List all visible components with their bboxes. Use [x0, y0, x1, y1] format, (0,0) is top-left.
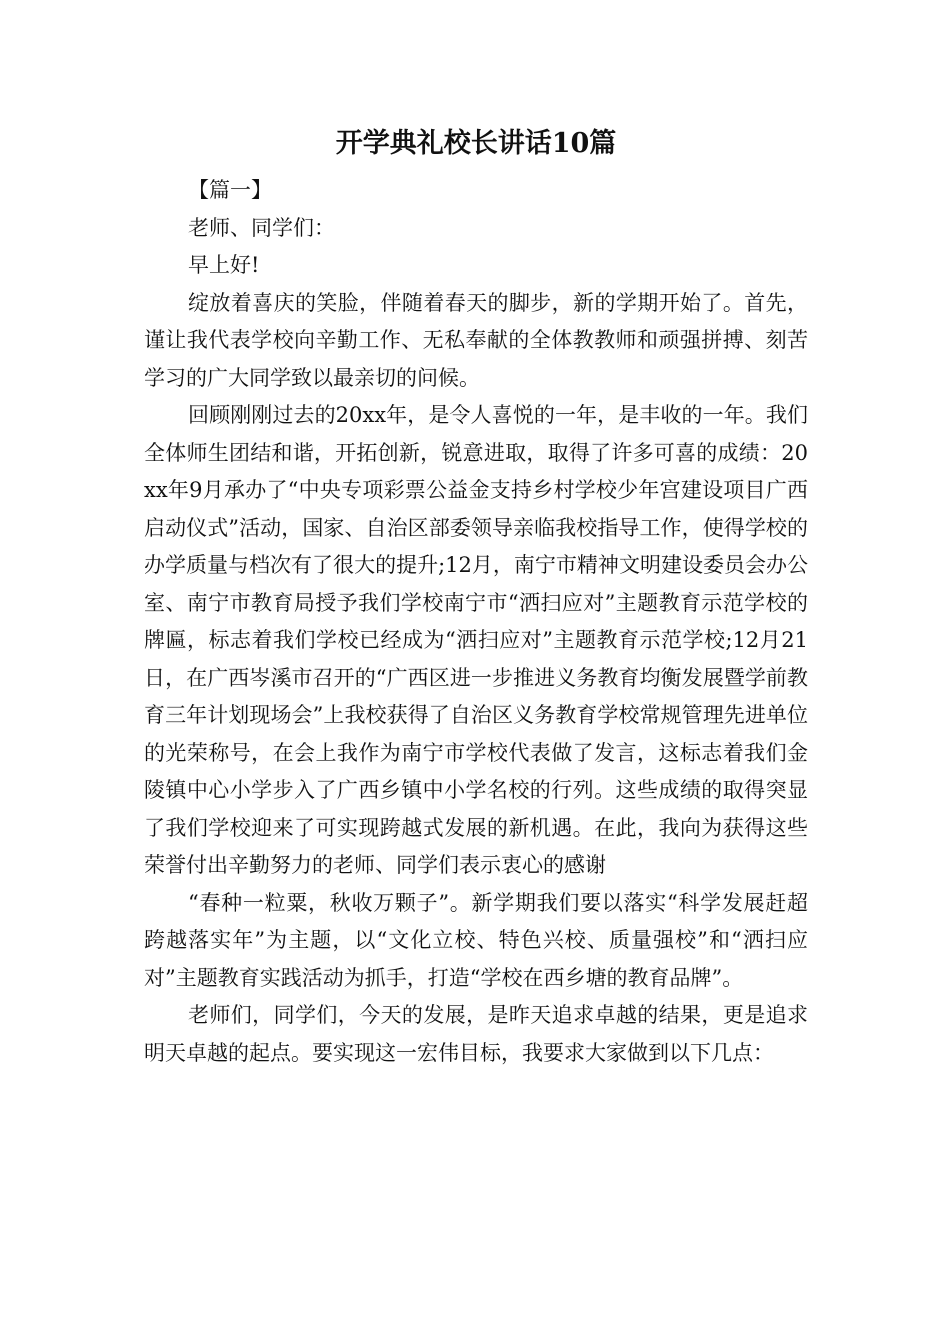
morning-greeting: 早上好!: [188, 253, 260, 277]
paragraph-new-term: “春种一粒粟，秋收万颗子”。新学期我们要以落实“科学发展赶超跨越落实年”为主题，以“文化立校、特色兴校、质量强校”和“洒扫应对”主题教育实践活动为抓手，打造“学校在西乡塘的教育品牌”。: [144, 890, 808, 990]
greeting-line: 老师、同学们：: [188, 215, 335, 240]
document-title: 开学典礼校长讲话10篇: [335, 128, 617, 159]
paragraph-opening: 绽放着喜庆的笑脸，伴随着春天的脚步，新的学期开始了。首先，谨让我代表学校向辛勤工作、无私奉献的全体教教师和顽强拼搏、刻苦学习的广大同学致以最亲切的问候。: [144, 290, 808, 390]
paragraph-review: 回顾刚刚过去的20xx年，是令人喜悦的一年，是丰收的一年。我们全体师生团结和谐，开拓创新，锐意进取，取得了许多可喜的成绩：20xx年9月承办了“中央专项彩票公益金支持乡村学校少年宫建设项目广西启动仪式”活动，国家、自治区部委领导亲临我校指导工作，使得学校的办学质量与档次有了很大的提升;12月，南宁市精神文明建设委员会办公室、南宁市教育局授予我们学校南宁市“洒扫应对”主题教育示范学校的牌匾，标志着我们学校已经成为“洒扫应对”主题教育示范学校;12月21日，在广西岑溪市召开的“广西区进一步推进义务教育均衡发展暨学前教育三年计划现场会”上我校获得了自治区义务教育学校常规管理先进单位的光荣称号，在会上我作为南宁市学校代表做了发言，这标志着我们金陵镇中心小学步入了广西乡镇中小学名校的行列。这些成绩的取得突显了我们学校迎来了可实现跨越式发展的新机遇。在此，我向为获得这些荣誉付出辛勤努力的老师、同学们表示衷心的感谢: [144, 403, 808, 877]
section-label: 【篇一】: [188, 178, 272, 202]
paragraph-goals: 老师们，同学们，今天的发展，是昨天追求卓越的结果，更是追求明天卓越的起点。要实现这一宏伟目标，我要求大家做到以下几点：: [144, 1003, 808, 1065]
